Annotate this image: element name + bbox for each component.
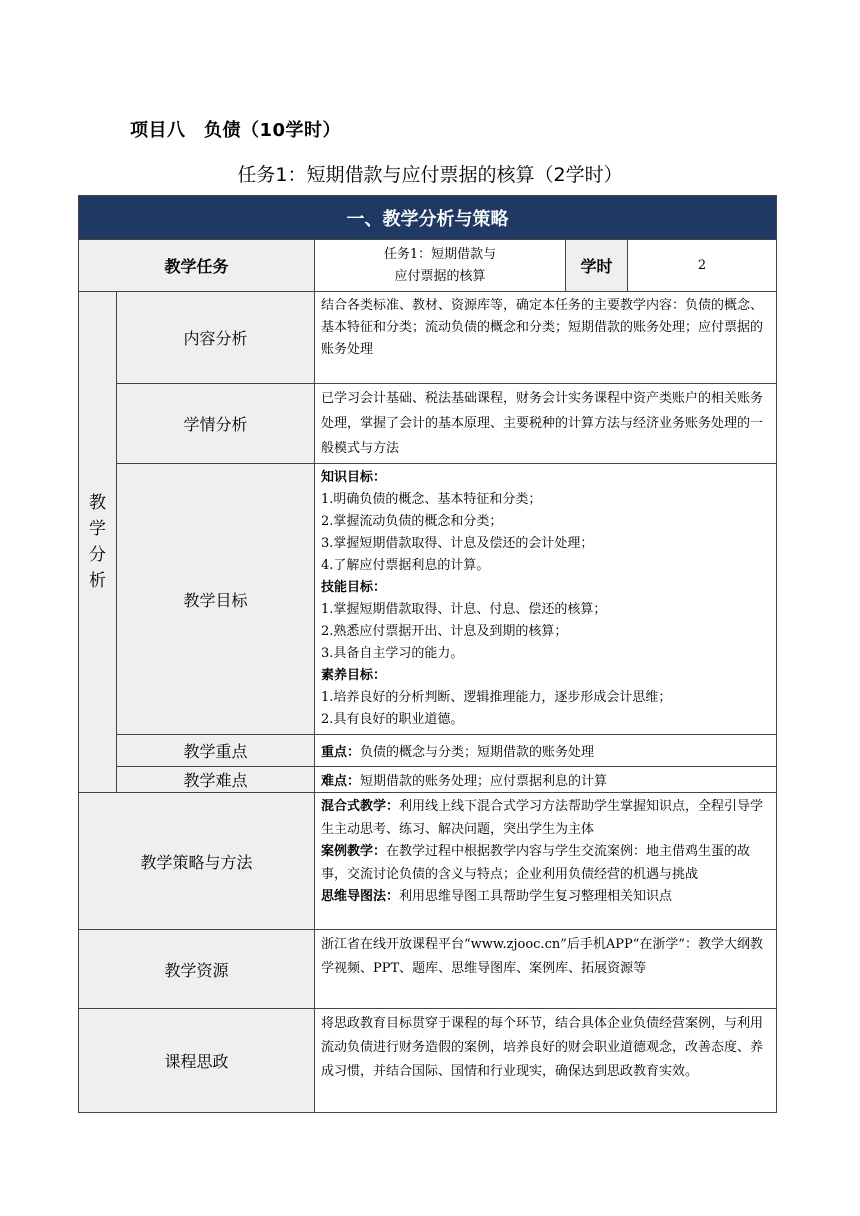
skill-heading: 技能目标：: [321, 580, 387, 595]
student-analysis-text: 已学习会计基础、税法基础课程，财务会计实务课程中资产类账户的相关账务处理，掌握了会计的基本原理、主要税种的计算方法与经济业务账务处理的一般模式与方法: [315, 384, 777, 464]
objective-item: 1.掌握短期借款取得、计息、付息、偿还的核算；: [321, 602, 607, 617]
objective-item: 2.具有良好的职业道德。: [321, 712, 464, 727]
task-name-line: 任务1：短期借款与: [383, 246, 497, 262]
objective-item: 3.掌握短期借款取得、计息及偿还的会计处理；: [321, 536, 594, 551]
objective-item: 1.培养良好的分析判断、逻辑推理能力，逐步形成会计思维；: [321, 690, 672, 705]
strategy-label: 教学策略与方法: [79, 793, 315, 930]
quality-heading: 素养目标：: [321, 668, 387, 683]
key-points-label: 教学重点: [117, 735, 315, 767]
task-name-line: 应付票据的核算: [394, 268, 486, 284]
teaching-task-label: 教学任务: [79, 240, 315, 292]
ideology-label: 课程思政: [79, 1009, 315, 1113]
hours-value: 2: [628, 240, 777, 292]
objective-item: 1.明确负债的概念、基本特征和分类；: [321, 492, 542, 507]
strategy-item: [321, 841, 770, 886]
strategy-body: 利用思维导图工具帮助学生复习整理相关知识点: [399, 889, 673, 904]
teaching-analysis-table: [78, 195, 777, 1113]
content-analysis-label: 内容分析: [117, 292, 315, 384]
strategy-content: [315, 793, 777, 930]
objectives-content: [315, 464, 777, 735]
difficulties-label: 教学难点: [117, 767, 315, 793]
key-points-prefix: 重点：: [321, 745, 361, 760]
resources-label: 教学资源: [79, 930, 315, 1009]
vertical-char: 析: [89, 571, 106, 591]
table-banner: 一、教学分析与策略: [79, 196, 777, 240]
task-title: 任务1：短期借款与应付票据的核算（2学时）: [237, 164, 623, 186]
vertical-char: 教: [89, 493, 106, 513]
project-title: 项目八 负债（10学时）: [130, 120, 342, 141]
objectives-label: 教学目标: [117, 464, 315, 735]
analysis-group-label: [79, 292, 117, 793]
key-points-body: 负债的概念与分类；短期借款的账务处理: [360, 745, 595, 760]
strategy-body: 利用线上线下混合式学习方法帮助学生掌握知识点，全程引导学生主动思考、练习、解决问题，突出学生为主体: [321, 799, 764, 837]
content-analysis-text: 结合各类标准、教材、资源库等，确定本任务的主要教学内容：负债的概念、基本特征和分类；流动负债的概念和分类；短期借款的账务处理；应付票据的账务处理: [315, 292, 777, 384]
vertical-char: 学: [89, 519, 106, 539]
strategy-prefix: 案例教学：: [321, 844, 387, 859]
key-points-text: [315, 735, 777, 767]
difficulties-prefix: 难点：: [321, 774, 361, 789]
resources-text: 浙江省在线开放课程平台“www.zjooc.cn”后手机APP“在浙学”：教学大纲教学视频、PPT、题库、思维导图库、案例库、拓展资源等: [315, 930, 777, 1009]
knowledge-heading: 知识目标：: [321, 470, 387, 485]
objective-item: 2.熟悉应付票据开出、计息及到期的核算；: [321, 624, 568, 639]
strategy-prefix: 混合式教学：: [321, 799, 400, 814]
strategy-body: 在教学过程中根据教学内容与学生交流案例：地主借鸡生蛋的故事，交流讨论负债的含义与特点；企业利用负债经营的机遇与挑战: [321, 844, 751, 882]
difficulties-body: 短期借款的账务处理；应付票据利息的计算: [360, 774, 608, 789]
strategy-prefix: 思维导图法：: [321, 889, 400, 904]
hours-label: 学时: [566, 240, 628, 292]
objective-item: 3.具备自主学习的能力。: [321, 646, 464, 661]
student-analysis-label: 学情分析: [117, 384, 315, 464]
difficulties-text: [315, 767, 777, 793]
vertical-char: 分: [89, 545, 106, 565]
strategy-item: [321, 886, 770, 909]
objective-item: 2.掌握流动负债的概念和分类；: [321, 514, 503, 529]
teaching-task-value: [315, 240, 566, 292]
ideology-text: 将思政教育目标贯穿于课程的每个环节，结合具体企业负债经营案例，与利用流动负债进行财务造假的案例，培养良好的财会职业道德观念，改善态度、养成习惯，并结合国际、国情和行业现实，确保达到思政教育实效。: [315, 1009, 777, 1113]
strategy-item: [321, 796, 770, 841]
objective-item: 4.了解应付票据利息的计算。: [321, 558, 490, 573]
